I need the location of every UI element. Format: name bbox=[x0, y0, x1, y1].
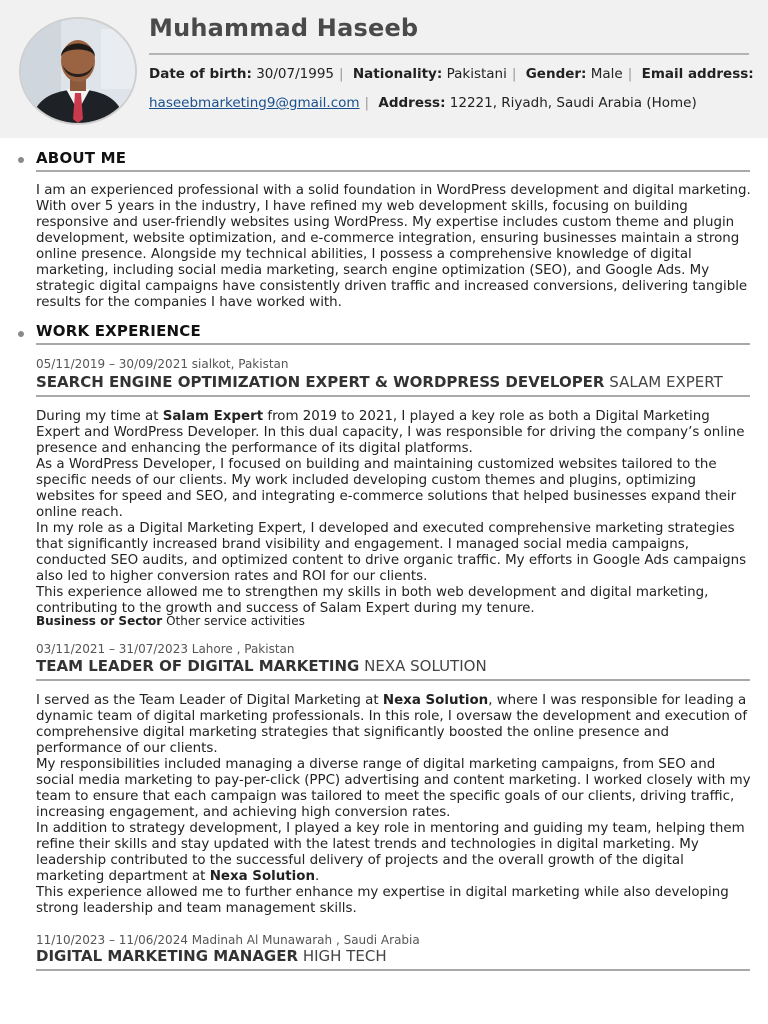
job-date-location: 03/11/2021 – 31/07/2023 Lahore , Pakistan bbox=[36, 642, 295, 656]
email-label: Email address: bbox=[641, 66, 754, 82]
job-paragraph: My responsibilities included managing a diverse range of digital marketing campaigns, from SEO and social media marketing to pay-per-click (PPC) advertising and content marketing. I worked closely with my team to ensure that each campaign was tailored to meet the specific goals of our clients, driving traffic, increasing engagement, and achieving high conversion rates. bbox=[36, 757, 751, 820]
text-run: I served as the Team Leader of Digital Marketing at bbox=[36, 693, 383, 708]
company-emphasis: Salam Expert bbox=[162, 409, 264, 424]
separator: | bbox=[627, 66, 633, 82]
company-emphasis: Nexa Solution bbox=[382, 693, 489, 708]
business-sector bbox=[36, 614, 305, 628]
person-portrait-icon bbox=[21, 19, 135, 123]
sector-label: Business or Sector bbox=[36, 614, 163, 628]
separator: | bbox=[511, 66, 517, 82]
company-emphasis: Nexa Solution bbox=[209, 869, 316, 884]
nationality-label: Nationality: bbox=[352, 66, 443, 82]
about-section-title: ABOUT ME bbox=[36, 149, 127, 167]
email-link[interactable]: haseebmarketing9@gmail.com bbox=[149, 95, 360, 111]
personal-info-line-2 bbox=[149, 95, 697, 111]
profile-photo-avatar bbox=[19, 17, 137, 125]
address-label: Address: bbox=[378, 95, 446, 111]
section-bullet bbox=[18, 157, 24, 163]
job-paragraph bbox=[36, 409, 756, 457]
work-section-title: WORK EXPERIENCE bbox=[36, 322, 201, 340]
job-paragraph: As a WordPress Developer, I focused on building and maintaining customized websites tailored to the specific needs of our clients. My work included developing custom themes and plugins, optimizing websites for speed and SEO, and integrating e-commerce solutions that helped businesses expand their online reach. bbox=[36, 457, 737, 520]
job-date-location: 11/10/2023 – 11/06/2024 Madinah Al Munawarah , Saudi Arabia bbox=[36, 933, 420, 947]
section-bullet bbox=[18, 331, 24, 337]
about-paragraph: I am an experienced professional with a solid foundation in WordPress development and digital marketing. With over 5 years in the industry, I have refined my web development skills, focusing on building responsive and user-friendly websites using WordPress. My expertise includes custom theme and plugin development, website optimization, and e-commerce integration, ensuring businesses maintain a strong online presence. Alongside my technical abilities, I possess a comprehensive knowledge of digital marketing, including social media marketing, search engine optimization (SEO), and Google Ads. My strategic digital campaigns have consistently driven traffic and increased conversions, delivering tangible results for the companies I have worked with. bbox=[36, 183, 751, 310]
job-description bbox=[36, 409, 756, 617]
job-paragraph bbox=[36, 821, 756, 885]
gender-label: Gender: bbox=[525, 66, 587, 82]
address-value: 12221, Riyadh, Saudi Arabia (Home) bbox=[449, 95, 697, 111]
text-run: During my time at bbox=[36, 409, 163, 424]
text-run: . bbox=[315, 869, 320, 884]
candidate-name: Muhammad Haseeb bbox=[149, 14, 419, 42]
text-run: In addition to strategy development, I played a key role in mentoring and guiding my team, helping them refine their skills and stay updated with the latest trends and technologies in digital marketing. My leadership contributed to the successful delivery of projects and the overall growth of the digital marketing department at bbox=[36, 821, 745, 884]
name-divider bbox=[149, 53, 749, 55]
text-run: , where I was responsible for leading a dynamic team of digital marketing professionals. In this role, I oversaw the development and execution of comprehensive digital marketing strategies that significantly boosted the online presence and performance of our clients. bbox=[36, 693, 748, 756]
job-divider bbox=[36, 679, 750, 681]
job-role: TEAM LEADER OF DIGITAL MARKETING bbox=[36, 657, 360, 675]
job-description bbox=[36, 693, 756, 917]
job-title bbox=[36, 373, 723, 391]
job-paragraph bbox=[36, 693, 756, 757]
job-divider bbox=[36, 969, 750, 971]
job-company: SALAM EXPERT bbox=[609, 373, 723, 391]
job-role: DIGITAL MARKETING MANAGER bbox=[36, 947, 299, 965]
nationality-value: Pakistani bbox=[446, 66, 507, 82]
job-title bbox=[36, 947, 387, 965]
about-divider bbox=[36, 170, 750, 172]
work-divider bbox=[36, 343, 750, 345]
about-text bbox=[36, 183, 756, 311]
personal-info-line-1 bbox=[149, 66, 754, 82]
job-paragraph: This experience allowed me to strengthen my skills in both web development and digital marketing, contributing to the growth and success of Salam Expert during my tenure. bbox=[36, 585, 709, 616]
separator: | bbox=[339, 66, 344, 82]
dob-label: Date of birth: bbox=[149, 66, 252, 82]
job-role: SEARCH ENGINE OPTIMIZATION EXPERT & WORDPRESS DEVELOPER bbox=[36, 373, 605, 391]
separator: | bbox=[364, 95, 370, 111]
job-divider bbox=[36, 395, 750, 397]
sector-value: Other service activities bbox=[166, 614, 305, 628]
job-paragraph: In my role as a Digital Marketing Expert, I developed and executed comprehensive marketing strategies that significantly increased brand visibility and engagement. I managed social media campaigns, conducted SEO audits, and optimized content to drive organic traffic. My efforts in Google Ads campaigns also led to higher conversion rates and ROI for our clients. bbox=[36, 521, 747, 584]
job-company: NEXA SOLUTION bbox=[364, 657, 487, 675]
dob-value: 30/07/1995 bbox=[256, 66, 334, 82]
text-run: from 2019 to 2021, I played a key role as both a Digital Marketing Expert and WordPress Developer. In this dual capacity, I was responsible for driving the company’s online presence and enhancing the performance of its digital platforms. bbox=[36, 409, 745, 456]
job-date-location: 05/11/2019 – 30/09/2021 sialkot, Pakistan bbox=[36, 357, 289, 371]
gender-value: Male bbox=[590, 66, 623, 82]
job-company: HIGH TECH bbox=[302, 947, 387, 965]
job-title bbox=[36, 657, 487, 675]
job-paragraph: This experience allowed me to further enhance my expertise in digital marketing while also developing strong leadership and team management skills. bbox=[36, 885, 729, 916]
